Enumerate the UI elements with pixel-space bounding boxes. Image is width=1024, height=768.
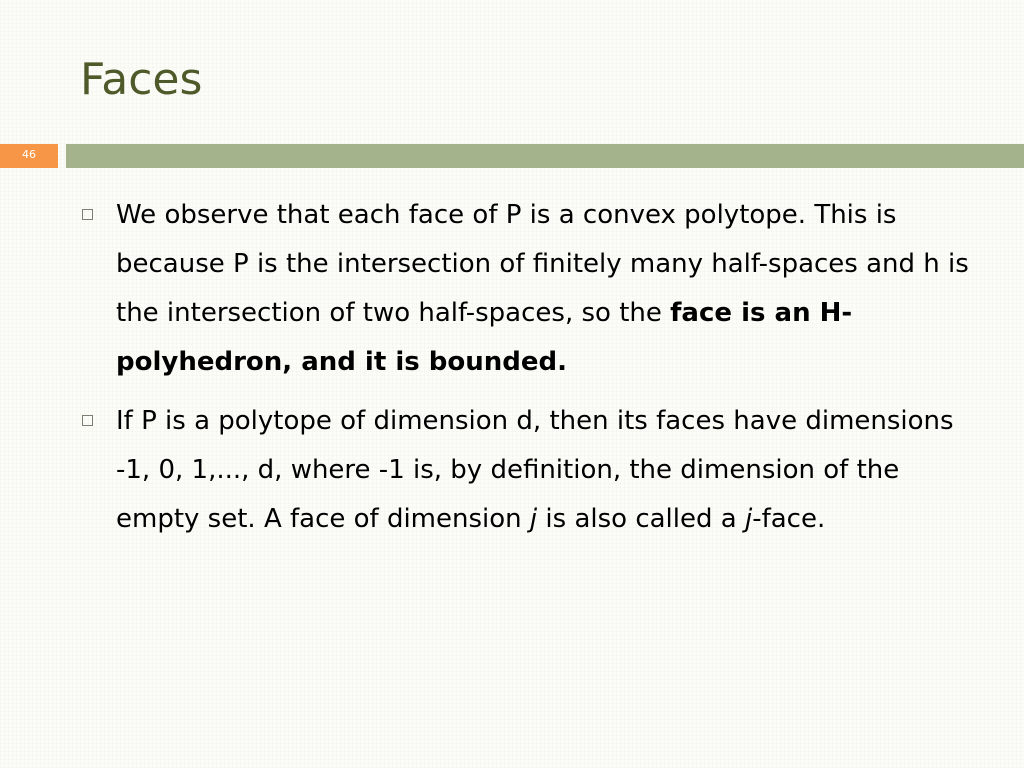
square-bullet-icon [82, 209, 93, 220]
bullet-text-normal: -face. [752, 504, 826, 534]
slide-title: Faces [80, 54, 203, 105]
bullet-item [82, 397, 982, 544]
header-band [0, 144, 1024, 168]
bullet-text-italic: j [744, 504, 753, 534]
bullet-text-normal: If P is a polytope of dimension d, then its faces have dimensions -1, 0, 1,..., d, where -1 is, by definition, the dimension of the empty set. A face of dimension [116, 406, 954, 534]
bullet-text [116, 406, 954, 534]
bullet-text-bold: face is an H-polyhedron, and it is bounded. [116, 298, 853, 377]
square-bullet-icon [82, 415, 93, 426]
bullet-text-normal: We observe that each face of P is a convex polytope. This is because P is the intersection of finitely many half-spaces and h is the intersection of two half-spaces, so the [116, 200, 969, 328]
bullet-item [82, 191, 982, 387]
accent-bar [66, 144, 1024, 168]
bullet-list [82, 191, 982, 554]
bullet-text [116, 200, 969, 377]
bullet-text-normal: is also called a [537, 504, 745, 534]
slide-number-badge: 46 [0, 144, 58, 168]
bullet-text-italic: j [529, 504, 538, 534]
